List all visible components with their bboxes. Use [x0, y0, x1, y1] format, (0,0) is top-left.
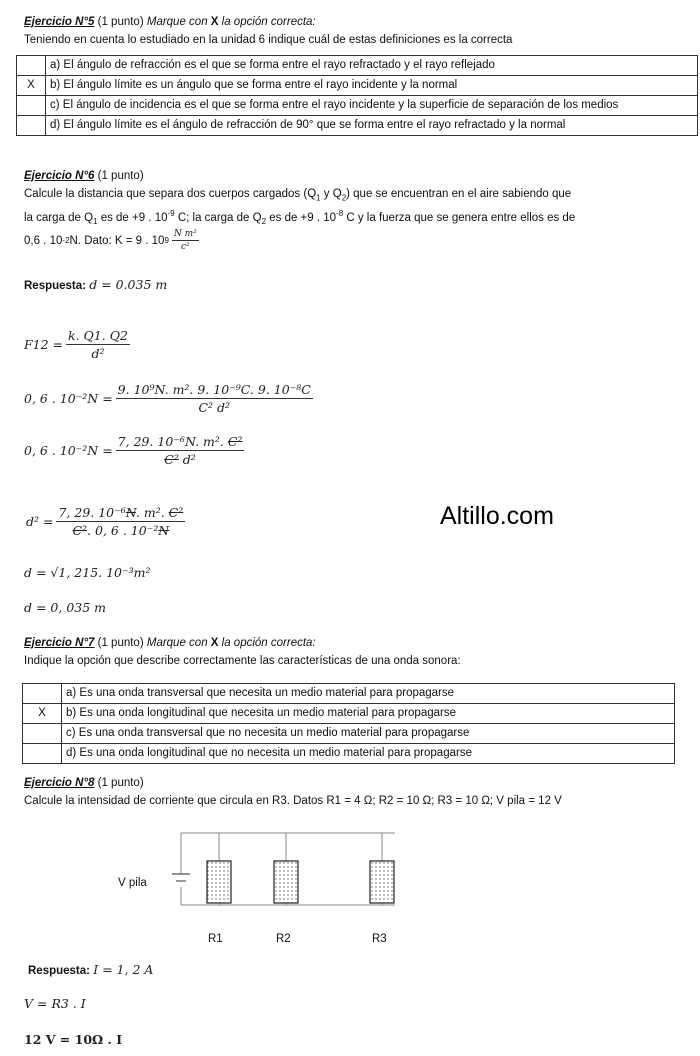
- eq3-num-a: 7, 29. 10⁻⁶N. m².: [117, 434, 228, 449]
- ex7-option-row: [23, 744, 675, 764]
- circuit-diagram: [110, 825, 430, 950]
- ex7-mark: [23, 684, 62, 704]
- eq1-den: d²: [91, 346, 105, 361]
- ex7-option-text: d) Es una onda longitudinal que no necesita un medio material para propagarse: [62, 744, 675, 764]
- ex6-line2-c: C; la carga de Q: [174, 211, 262, 224]
- eq2-lhs: 0, 6 . 10⁻²N =: [24, 391, 113, 406]
- eq1-num: k. Q1. Q2: [68, 328, 128, 343]
- ex5-mark: [17, 96, 46, 116]
- ex6-line2-sub1: 1: [93, 217, 98, 227]
- ex6-line1-sub1: 1: [316, 193, 321, 203]
- k-unit-fraction: [172, 229, 199, 252]
- ex5-mark: [17, 56, 46, 76]
- eq4-num-d: C²: [168, 505, 184, 520]
- resistor-r1: [207, 861, 231, 903]
- ex8-points: (1 punto): [94, 777, 144, 789]
- ex8-answer-value: I = 1, 2 A: [93, 962, 154, 977]
- ex8-answer: [28, 962, 153, 977]
- ex7-mark: [23, 724, 62, 744]
- eq4-num-c: . m².: [135, 505, 169, 520]
- eq3-den-b: d²: [178, 452, 196, 467]
- ex5-option-text: a) El ángulo de refracción es el que se forma entre el rayo refractado y el rayo reflejado: [46, 56, 698, 76]
- ex5-mark: X: [17, 76, 46, 96]
- ex5-mark: [17, 116, 46, 136]
- ex6-line2-e: C y la fuerza que se genera entre ellos es de: [343, 211, 576, 224]
- ex6-line1-end: ) que se encuentran en el aire sabiendo que: [346, 188, 572, 200]
- eq2-fraction: [116, 382, 313, 415]
- ex6-eq2: [24, 382, 316, 415]
- eq3-den-a: C²: [164, 452, 179, 467]
- ex5-instr-x: X: [210, 16, 219, 28]
- ex5-option-row: [17, 96, 698, 116]
- ex6-line2-sup2: -8: [336, 209, 344, 218]
- ex5-header: [24, 16, 316, 28]
- eq4-fraction: [56, 505, 185, 538]
- r3-label: R3: [372, 933, 387, 945]
- ex7-question: Indique la opción que describe correctamente las características de una onda sonora:: [24, 655, 461, 667]
- eq2-num: 9. 10⁹N. m². 9. 10⁻⁹C. 9. 10⁻⁸C: [117, 382, 311, 397]
- battery-label: V pila: [118, 877, 147, 889]
- ex7-option-row: [23, 704, 675, 724]
- k-unit-num: N m²: [173, 229, 197, 239]
- ex6-answer-label: Respuesta:: [24, 280, 86, 292]
- ex6-line1: [24, 188, 571, 202]
- ex7-option-text: b) Es una onda longitudinal que necesita un medio material para propagarse: [62, 704, 675, 724]
- ex6-line1-a: Calcule la distancia que separa dos cuerpos cargados (Q: [24, 188, 317, 200]
- eq3-lhs: 0, 6 . 10⁻²N =: [24, 443, 113, 458]
- ex7-header: [24, 637, 316, 649]
- ex5-title: Ejercicio N°5: [24, 16, 95, 28]
- eq1-fraction: [66, 328, 130, 361]
- eq4-den-b: . 0, 6 . 10⁻²: [87, 523, 159, 538]
- ex5-option-text: c) El ángulo de incidencia es el que se forma entre el rayo incidente y la superficie de separación de los medios: [46, 96, 698, 116]
- ex5-question: Teniendo en cuenta lo estudiado en la unidad 6 indique cuál de estas definiciones es la correcta: [24, 34, 513, 46]
- ex7-option-row: [23, 724, 675, 744]
- ex6-eq6: d = 0, 035 m: [24, 600, 107, 615]
- ex6-line3-b: N. Dato: K = 9 . 10: [69, 234, 165, 247]
- ex6-line3: [24, 229, 202, 252]
- ex7-option-text: c) Es una onda transversal que no necesita un medio material para propagarse: [62, 724, 675, 744]
- ex7-instr-b: la opción correcta:: [218, 637, 316, 649]
- eq4-num-b: N: [125, 505, 136, 520]
- eq4-den-a: C²: [72, 523, 88, 538]
- ex6-eq5: d = √1, 215. 10⁻³m²: [24, 565, 151, 580]
- ex6-line2-sub2: 2: [261, 217, 267, 227]
- ex5-option-row: [17, 76, 698, 96]
- r1-label: R1: [208, 933, 223, 945]
- ex6-line2-a: la carga de Q: [24, 211, 94, 224]
- ex6-eq4: [26, 505, 188, 538]
- ex6-points: (1 punto): [94, 170, 144, 182]
- ex6-line3-sup: -2: [62, 236, 70, 245]
- ex5-instr-b: la opción correcta:: [218, 16, 316, 28]
- ex7-options-table: [22, 683, 675, 764]
- ex6-line2-d: es de +9 . 10: [266, 211, 337, 224]
- resistor-r2: [274, 861, 298, 903]
- ex7-option-row: [23, 684, 675, 704]
- ex5-option-text: b) El ángulo límite es un ángulo que se forma entre el rayo incidente y la normal: [46, 76, 698, 96]
- ex6-line2-b: es de +9 . 10: [97, 211, 168, 224]
- eq4-lhs: d² =: [26, 514, 54, 529]
- ex6-title: Ejercicio N°6: [24, 170, 95, 182]
- ex6-header: [24, 170, 144, 182]
- watermark-text: Altillo.com: [440, 502, 554, 530]
- eq1-lhs: F12 =: [24, 337, 64, 352]
- ex8-eq1: V = R3 . I: [24, 996, 86, 1011]
- ex8-eq2: 12 V = 10Ω . I: [24, 1032, 123, 1047]
- ex7-title: Ejercicio N°7: [24, 637, 95, 649]
- eq4-num-a: 7, 29. 10⁻⁶: [58, 505, 126, 520]
- ex8-question: Calcule la intensidad de corriente que circula en R3. Datos R1 = 4 Ω; R2 = 10 Ω; R3 = 10 Ω; V pila = 12 V: [24, 795, 562, 807]
- ex6-line2-sup1: -9: [167, 209, 175, 218]
- r2-label: R2: [276, 933, 291, 945]
- ex7-mark: [23, 744, 62, 764]
- ex5-points: (1 punto): [94, 16, 147, 28]
- ex6-line2: [24, 209, 575, 226]
- ex7-option-text: a) Es una onda transversal que necesita un medio material para propagarse: [62, 684, 675, 704]
- ex6-eq3: [24, 434, 247, 467]
- ex5-option-row: [17, 116, 698, 136]
- ex5-instr-a: Marque con: [146, 16, 211, 28]
- ex8-answer-label: Respuesta:: [28, 965, 90, 977]
- eq3-num-b: C²: [227, 434, 243, 449]
- ex6-line3-sup2: 9: [164, 236, 169, 245]
- ex5-options-table: [16, 55, 698, 136]
- ex6-answer: [24, 277, 167, 292]
- eq3-fraction: [116, 434, 245, 467]
- k-unit-den: c²: [181, 242, 190, 252]
- ex7-points: (1 punto): [94, 637, 147, 649]
- ex8-header: [24, 777, 144, 789]
- ex6-line1-sub2: 2: [341, 193, 347, 203]
- eq4-den-c: N: [158, 523, 170, 538]
- resistor-r3: [370, 861, 394, 903]
- eq2-den: C² d²: [198, 400, 231, 415]
- ex5-option-row: [17, 56, 698, 76]
- ex6-answer-value: d = 0.035 m: [89, 277, 168, 292]
- ex8-title: Ejercicio N°8: [24, 777, 95, 789]
- ex7-instr-x: X: [210, 637, 219, 649]
- ex5-option-text: d) El ángulo límite es el ángulo de refracción de 90° que se forma entre el rayo refractado y la normal: [46, 116, 698, 136]
- ex6-eq1: [24, 328, 133, 361]
- ex7-mark: X: [23, 704, 62, 724]
- ex6-line1-mid: y Q: [320, 188, 342, 200]
- ex6-line3-a: 0,6 . 10: [24, 234, 63, 247]
- ex7-instr-a: Marque con: [146, 637, 211, 649]
